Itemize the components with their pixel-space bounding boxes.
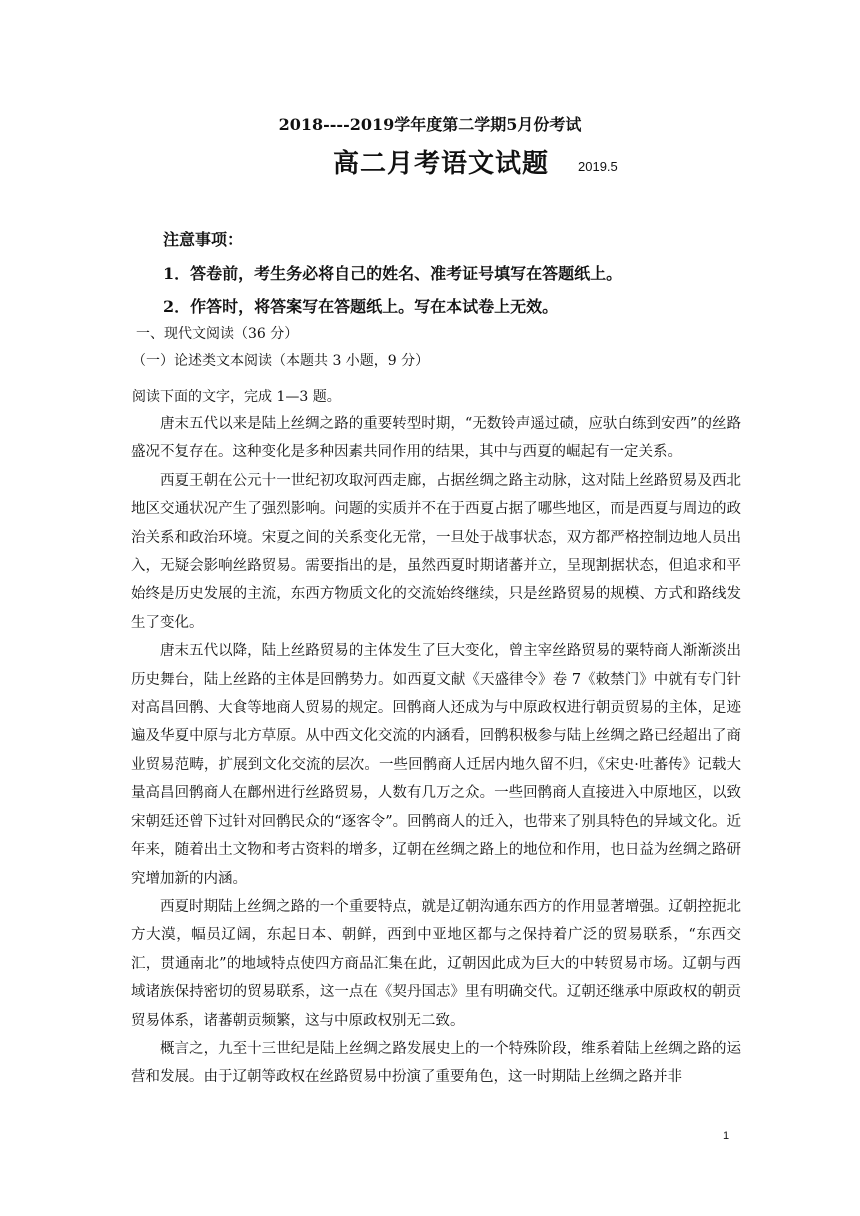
reading-passage <box>131 410 741 1092</box>
notice-heading: 注意事项： <box>163 230 244 249</box>
passage-paragraph-3: 唐末五代以降，陆上丝路贸易的主体发生了巨大变化，曾主宰丝路贸易的粟特商人渐渐淡出历史舞台，陆上丝路的主体是回鹘势力。如西夏文献《天盛律令》卷 7《敕禁门》中就有专门针对高昌回鹘、大食等地商人贸易的规定。回鹘商人还成为与中原政权进行朝贡贸易的主体，足迹遍及华夏中原与北方草原。从中西文化交流的内涵看，回鹘积极参与陆上丝绸之路已经超出了商业贸易范畴，扩展到文化交流的层次。一些回鹘商人迁居内地久留不归，《宋史·吐蕃传》记载大量高昌回鹘商人在鄜州进行丝路贸易，人数有几万之众。一些回鹘商人直接进入中原地区，以致宋朝廷还曾下过针对回鹘民众的“逐客令”。回鹘商人的迁入，也带来了别具特色的异域文化。近年来，随着出土文物和考古资料的增多，辽朝在丝绸之路上的地位和作用，也日益为丝绸之路研究增加新的内涵。 <box>131 643 741 887</box>
exam-date: 2019.5 <box>578 159 618 174</box>
passage-paragraph-4: 西夏时期陆上丝绸之路的一个重要特点，就是辽朝沟通东西方的作用显著增强。辽朝控扼北方大漠，幅员辽阔，东起日本、朝鲜，西到中亚地区都与之保持着广泛的贸易联系，“东西交汇，贯通南北”的地域特点使四方商品汇集在此，辽朝因此成为巨大的中转贸易市场。辽朝与西域诸族保持密切的贸易联系，这一点在《契丹国志》里有明确交代。辽朝还继承中原政权的朝贡贸易体系，诸蕃朝贡频繁，这与中原政权别无二致。 <box>131 898 741 1029</box>
reading-instruction: 阅读下面的文字，完成 1—3 题。 <box>132 389 341 405</box>
notice-item-1: 1．答卷前，考生务必将自己的姓名、准考证号填写在答题纸上。 <box>163 264 623 283</box>
passage-paragraph-2: 西夏王朝在公元十一世纪初攻取河西走廊，占据丝绸之路主动脉，这对陆上丝路贸易及西北地区交通状况产生了强烈影响。问题的实质并不在于西夏占据了哪些地区，而是西夏与周边的政治关系和政治环境。宋夏之间的关系变化无常，一旦处于战事状态，双方都严格控制边地人员出入，无疑会影响丝路贸易。需要指出的是，虽然西夏时期诸蕃并立，呈现割据状态，但追求和平始终是历史发展的主流，东西方物质文化的交流始终继续，只是丝路贸易的规模、方式和路线发生了变化。 <box>131 472 741 631</box>
notice-item-2: 2．作答时，将答案写在答题纸上。写在本试卷上无效。 <box>163 297 559 316</box>
exam-header-line: 2018----2019学年度第二学期5月份考试 <box>278 115 582 134</box>
exam-title: 高二月考语文试题 <box>333 149 550 179</box>
section-heading-part1: 一、现代文阅读（36 分） <box>136 326 299 342</box>
passage-paragraph-5: 概言之，九至十三世纪是陆上丝绸之路发展史上的一个特殊阶段，维系着陆上丝绸之路的运营和发展。由于辽朝等政权在丝路贸易中扮演了重要角色，这一时期陆上丝绸之路并非 <box>131 1040 741 1086</box>
section-subheading-1: （一）论述类文本阅读（本题共 3 小题，9 分） <box>132 353 430 369</box>
passage-paragraph-1: 唐末五代以来是陆上丝绸之路的重要转型时期，“无数铃声遥过碛，应驮白练到安西”的丝路盛况不复存在。这种变化是多种因素共同作用的结果，其中与西夏的崛起有一定关系。 <box>131 416 741 461</box>
page-number: 1 <box>723 1130 730 1142</box>
